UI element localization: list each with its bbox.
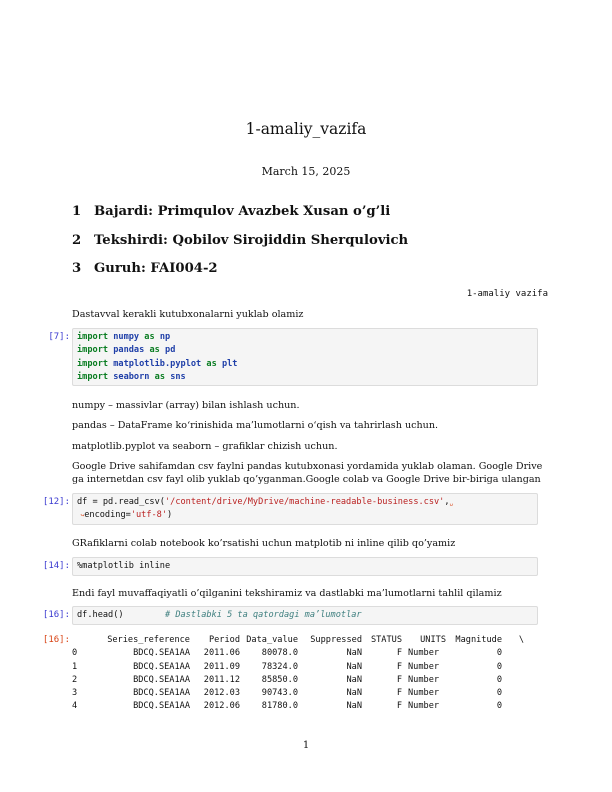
table-cell: F xyxy=(396,688,402,699)
cell-output-prompt: [16]: xyxy=(42,635,70,645)
section-text: Tekshirdi: Qobilov Sirojiddin Sherqulovich xyxy=(94,233,409,248)
table-cell: 80078.0 xyxy=(261,648,298,659)
code-comment: # Dastlabki 5 ta qatordagi ma’lumotlar xyxy=(164,610,362,620)
table-cell: 2 xyxy=(72,674,78,685)
table-cell: 2011.06 xyxy=(203,648,240,659)
table-cell: 0 xyxy=(496,688,502,699)
keyword: as xyxy=(154,371,165,382)
paragraph: pandas – DataFrame ko‘rinishida ma’lumotlarni o‘qish va tahrirlash uchun. xyxy=(72,420,439,431)
table-cell: BDCQ.SEA1AA xyxy=(133,701,190,712)
code-line xyxy=(77,509,533,522)
table-cell: F xyxy=(396,674,402,685)
table-cell: Number xyxy=(408,648,440,659)
code-text: df = pd.read_csv( xyxy=(77,497,165,507)
keyword: as xyxy=(149,345,160,356)
table-cell: Number xyxy=(408,674,440,685)
section-number: 1 xyxy=(72,204,82,219)
table-row xyxy=(72,700,524,713)
code-line xyxy=(77,344,533,357)
table-header-cell xyxy=(72,634,86,647)
table-cell: BDCQ.SEA1AA xyxy=(133,661,190,672)
table-cell: 2012.06 xyxy=(203,701,240,712)
string-literal: 'utf-8' xyxy=(130,510,168,521)
keyword: import xyxy=(77,358,109,369)
module-name: seaborn xyxy=(113,371,150,382)
table-cell: 2011.09 xyxy=(203,661,240,672)
table-row xyxy=(72,661,524,674)
section-heading-2 xyxy=(72,233,408,248)
module-name: matplotlib.pyplot xyxy=(113,358,202,369)
table-cell: 81780.0 xyxy=(261,701,298,712)
string-literal: '/content/drive/MyDrive/machine-readable-business.csv' xyxy=(164,497,445,507)
code-line xyxy=(77,496,533,509)
module-alias: pd xyxy=(165,345,176,356)
keyword: as xyxy=(144,332,155,342)
section-number: 3 xyxy=(72,261,82,276)
module-name: pandas xyxy=(113,345,145,356)
code-cell-head[interactable] xyxy=(72,606,538,625)
table-cell: F xyxy=(396,648,402,659)
table-cell: NaN xyxy=(346,661,362,672)
table-header-cell: STATUS xyxy=(370,635,402,645)
paragraph: numpy – massivlar (array) bilan ishlash uchun. xyxy=(72,400,300,411)
table-cell: F xyxy=(396,661,402,672)
cell-input-prompt: [12]: xyxy=(42,497,70,507)
paragraph: Endi fayl muvaffaqiyatli o’qilganini tekshiramiz va dastlabki ma’lumotlarni tahlil qilamiz xyxy=(72,588,502,599)
table-header-cell: Period xyxy=(208,635,240,645)
code-line xyxy=(77,331,533,344)
code-line xyxy=(77,371,533,384)
code-text: , xyxy=(444,497,450,507)
table-header-cell: Magnitude xyxy=(455,635,502,645)
document-title: 1-amaliy_vazifa xyxy=(245,120,367,138)
section-text: Guruh: FAI004-2 xyxy=(94,261,218,276)
table-cell: 0 xyxy=(496,701,502,712)
table-cell: 90743.0 xyxy=(261,688,298,699)
table-row xyxy=(72,647,524,660)
page-number: 1 xyxy=(302,740,310,751)
section-heading-1 xyxy=(72,204,390,219)
cell-input-prompt: [16]: xyxy=(42,610,70,620)
keyword: import xyxy=(77,345,109,356)
table-header-cell: UNITS xyxy=(420,635,446,645)
table-cell: 0 xyxy=(496,674,502,685)
table-cell: NaN xyxy=(346,674,362,685)
code-cell-imports[interactable] xyxy=(72,328,538,386)
code-text: %matplotlib inline xyxy=(77,561,171,571)
table-cell: NaN xyxy=(346,648,362,659)
section-heading-3 xyxy=(72,261,218,276)
table-cell: Number xyxy=(408,661,440,672)
keyword: as xyxy=(206,358,217,369)
table-cell: BDCQ.SEA1AA xyxy=(133,674,190,685)
table-cell: Number xyxy=(408,701,440,712)
line-wrap-icon: ␣ xyxy=(449,499,454,506)
code-line xyxy=(77,358,533,371)
keyword: import xyxy=(77,371,109,382)
module-alias: np xyxy=(159,332,171,342)
table-cell: 1 xyxy=(72,661,78,672)
module-alias: sns xyxy=(170,371,186,382)
section-text: Bajardi: Primqulov Avazbek Xusan o’g’li xyxy=(94,204,391,219)
table-cell: NaN xyxy=(346,688,362,699)
table-cell: Number xyxy=(408,688,440,699)
table-header-cell: \ xyxy=(518,635,524,645)
cell-input-prompt: [7]: xyxy=(48,332,70,342)
table-cell: BDCQ.SEA1AA xyxy=(133,688,190,699)
table-cell: 0 xyxy=(496,661,502,672)
table-cell: 78324.0 xyxy=(261,661,298,672)
continuation-icon: ↪ xyxy=(77,512,85,520)
table-row xyxy=(72,687,524,700)
code-cell-matplotlib-inline[interactable] xyxy=(72,557,538,576)
table-cell: 2011.12 xyxy=(203,674,240,685)
cell-input-prompt: [14]: xyxy=(42,561,70,571)
paragraph: Dastavval kerakli kutubxonalarni yuklab olamiz xyxy=(72,309,304,320)
section-number: 2 xyxy=(72,233,82,248)
table-header-row xyxy=(72,634,524,647)
table-header-cell: Suppressed xyxy=(310,635,362,645)
module-name: numpy xyxy=(113,332,140,342)
table-cell: F xyxy=(396,701,402,712)
table-cell: BDCQ.SEA1AA xyxy=(133,648,190,659)
table-cell: 4 xyxy=(72,701,78,712)
code-text: ) xyxy=(167,510,173,521)
notebook-name-label: 1-amaliy vazifa xyxy=(466,289,548,299)
table-header-cell: Data_value xyxy=(246,635,298,645)
table-cell: 2012.03 xyxy=(203,688,240,699)
dataframe-output-table xyxy=(72,634,524,714)
paragraph: Google Drive sahifamdan csv faylni pandas kutubxonasi yordamida yuklab olaman. Google Drive xyxy=(72,461,543,472)
table-cell: 0 xyxy=(72,648,78,659)
paragraph: matplotlib.pyplot va seaborn – grafiklar chizish uchun. xyxy=(72,441,338,452)
code-text: encoding= xyxy=(84,510,131,521)
paragraph: GRafiklarni colab notebook ko’rsatishi uchun matplotib ni inline qilib qo’yamiz xyxy=(72,538,456,549)
table-cell: 0 xyxy=(496,648,502,659)
table-header-cell: Series_reference xyxy=(107,635,190,645)
table-row xyxy=(72,674,524,687)
paragraph: ga internetdan csv fayl olib yuklab qo’yganman.Google colab va Google Drive bir-biriga ulangan xyxy=(72,474,541,485)
table-cell: NaN xyxy=(346,701,362,712)
document-date: March 15, 2025 xyxy=(261,165,351,178)
code-text: df.head() xyxy=(77,610,124,620)
table-cell: 85850.0 xyxy=(261,674,298,685)
table-cell: 3 xyxy=(72,688,78,699)
code-cell-read-csv[interactable] xyxy=(72,493,538,525)
module-alias: plt xyxy=(221,358,238,369)
keyword: import xyxy=(77,332,109,342)
